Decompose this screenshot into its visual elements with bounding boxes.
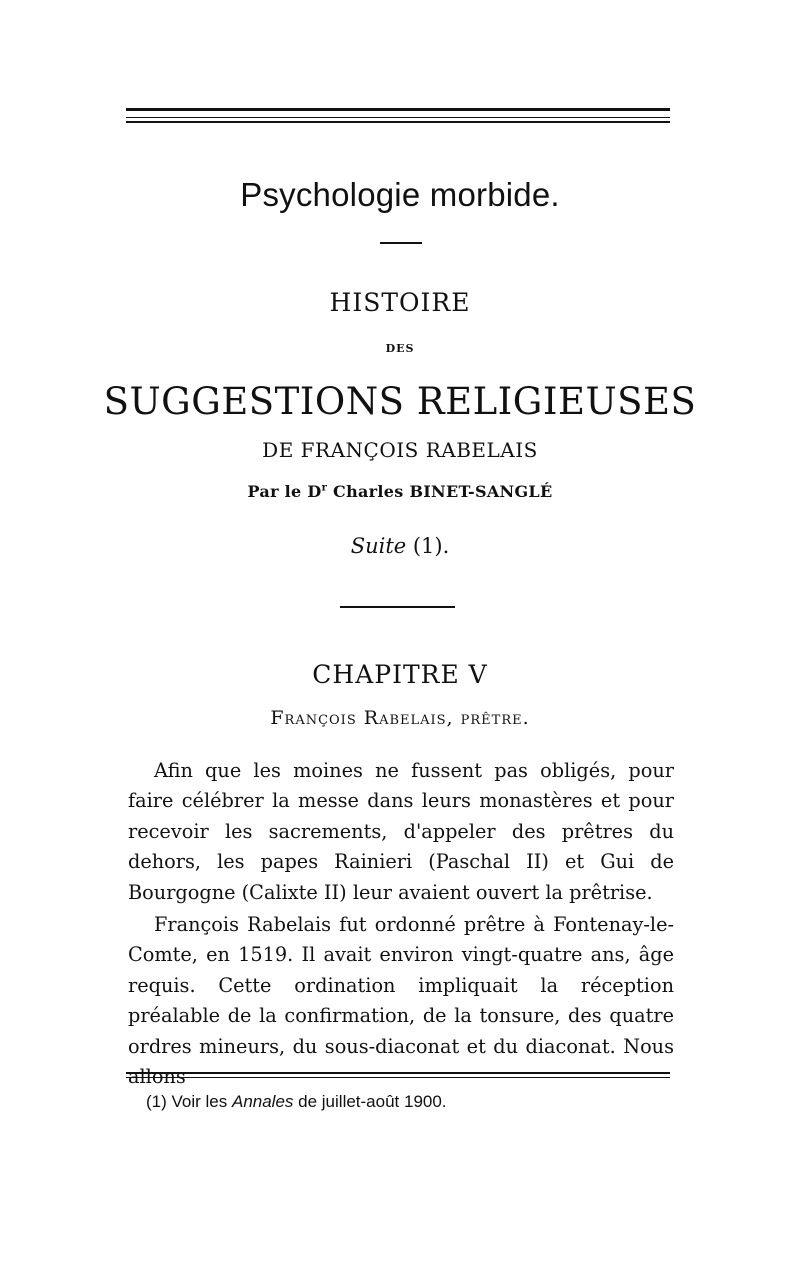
footnote-rule <box>126 1072 670 1074</box>
header-rule <box>126 117 670 118</box>
main-title: SUGGESTIONS RELIGIEUSES <box>103 380 697 423</box>
chapter-divider <box>340 606 455 608</box>
author-name: Charles BINET-SANGLÉ <box>327 482 553 501</box>
subtitle: DE FRANÇOIS RABELAIS <box>262 438 538 462</box>
paragraph: François Rabelais fut ordonné prêtre à Fontenay-le-Comte, en 1519. Il avait environ vingt-quatre ans, âge requis. Cette ordination impliquait la réception préalable de la confirmation, de la tonsure, des quatre ordres mineurs, du sous-diaconat et du diaconat. Nous <box>128 913 674 1058</box>
title-histoire: HISTOIRE <box>329 288 471 317</box>
suite-word: Suite <box>350 534 407 558</box>
author-title-sup: r <box>321 482 328 494</box>
chapter-heading: CHAPITRE V <box>312 660 488 689</box>
header-rule <box>126 108 670 111</box>
suite-footnote-ref: (1). <box>406 534 450 558</box>
footnote-suffix: de juillet-août 1900. <box>293 1092 447 1111</box>
section-title: Psychologie morbide. <box>240 176 560 213</box>
footnote-rule <box>126 1077 670 1078</box>
body-text <box>128 756 674 1092</box>
footnote-journal: Annales <box>231 1092 294 1111</box>
paragraph: Afin que les moines ne fussent pas obligés, pour faire célébrer la messe dans leurs monastères et pour recevoir les sacrements, d'appeler des prêtres du dehors, les papes Rainieri (Paschal II) et Gui de Bourgogne (Calixte II) leur avaient ouvert la prêtrise. <box>128 759 674 904</box>
author-line <box>0 482 800 501</box>
footnote-prefix: (1) Voir les <box>146 1092 232 1111</box>
header-rule <box>126 121 670 123</box>
author-prefix: Par le D <box>247 482 322 501</box>
section-divider <box>380 242 422 244</box>
title-des: DES <box>385 342 415 355</box>
suite-line <box>0 534 800 558</box>
footnote <box>146 1092 447 1112</box>
chapter-subheading: François Rabelais, prêtre. <box>270 707 530 729</box>
